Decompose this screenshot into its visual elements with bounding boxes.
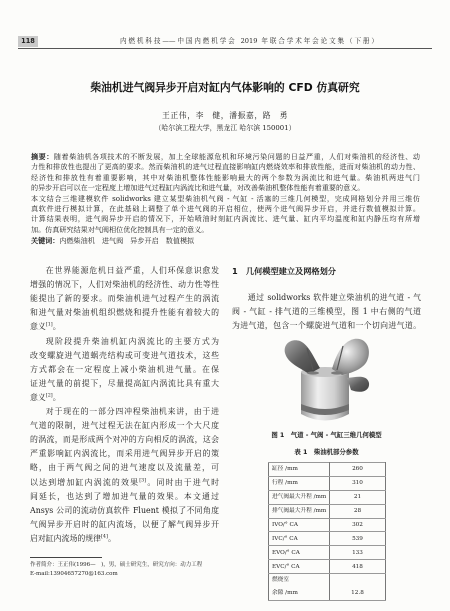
- author-footnote: 作者简介：王正伟(1996— )，男，硕士研究生，研究方向：动力工程: [30, 562, 203, 568]
- param-label: 行程 /mm: [269, 476, 330, 490]
- param-value: 418: [330, 560, 386, 574]
- parameter-table: [268, 462, 386, 601]
- paper-title: 柴油机进气阀异步开启对缸内气体影响的 CFD 仿真研究: [90, 81, 360, 94]
- abstract-line-text: 随着柴油机各项技术的不断发展，加上全球能源危机和环境污染问题的日益严重，人们对柴油机的经济性、动: [53, 152, 421, 161]
- table-row: [269, 463, 386, 477]
- exhaust-port: [285, 340, 320, 374]
- intro-line-tail: 。同时由于进气时: [146, 477, 219, 487]
- param-value: 21: [330, 490, 386, 504]
- figure-1-caption: 图 1 气道 - 气阀 - 气缸三维几何模型: [271, 431, 382, 439]
- citation-ref: [4]: [101, 533, 108, 540]
- intro-line: 能提出了新的要求。而柴油机进气过程产生的涡流: [30, 294, 219, 304]
- intro-line: 在世界能源危机日益严重，人们环保意识愈发: [45, 266, 219, 275]
- param-value: 12.8: [330, 574, 386, 601]
- intro-line: 和进气量对柴油机组织燃烧和提升性能有着较大的: [30, 308, 219, 318]
- param-value: 133: [330, 546, 386, 560]
- intro-line: 方式都会在一定程度上减小柴油机进气量。在保: [30, 364, 219, 374]
- intro-line-text: 意义: [30, 322, 46, 332]
- table-row: [269, 532, 386, 546]
- intro-line: 略，由于两气阀之间的进气速度以及流量差，可: [30, 463, 219, 473]
- intro-line: 增强的情况下，人们对柴油机的经济性、动力性等性: [30, 280, 219, 290]
- table-row: [269, 504, 386, 518]
- param-label: IVO/° CA: [269, 518, 330, 532]
- param-label: IVC/° CA: [269, 532, 330, 546]
- param-value: 310: [330, 476, 386, 490]
- param-label: [269, 574, 330, 601]
- param-value: 302: [330, 518, 386, 532]
- abstract-line: [31, 152, 420, 162]
- intro-line: 间延长，也达到了增加进气量的效果。本文通过: [30, 491, 219, 501]
- keywords: [31, 236, 420, 246]
- intro-line: 改变螺旋进气道蜗壳结构或可变进气道技术，这些: [30, 350, 219, 360]
- intro-line: 的涡流，而是形成两个对冲的方向相反的涡流，这会: [30, 435, 219, 445]
- valve-head: [331, 371, 343, 374]
- intro-line-tail: 。: [52, 392, 61, 402]
- abstract-line: 经济性和排放性有着重要影响，其中对柴油机整体性能影响最大的两个参数为涡流比和进气量。柴油机两进气门: [31, 172, 420, 182]
- param-value: 539: [330, 532, 386, 546]
- param-label: 排气阀最大升程 /mm: [269, 504, 330, 518]
- param-label: EVO/° CA: [269, 546, 330, 560]
- intro-line: [30, 320, 219, 334]
- running-header: 内燃机科技——中国内燃机学会 2019 年联合学术年会论文集（下册）: [120, 37, 378, 45]
- table-row: [269, 476, 386, 490]
- section-line: 为进气道，包含一个螺旋进气道和一个切向进气道。: [232, 321, 421, 330]
- author-email: E-mail:13904657270@163.com: [30, 571, 118, 577]
- abstract-line: 本文结合三维建模软件 solidworks 建立某型柴油机气阀 - 气缸 - 活塞的三维几何模型，完成网格划分并用三维仿: [31, 193, 420, 203]
- section-line: 阀 - 气缸 - 排气道的三维模型，图 1 中右侧的气道: [232, 307, 421, 316]
- intro-line: [30, 476, 219, 490]
- page-number: 118: [18, 36, 38, 47]
- intro-line-text: 以达到增加缸内涡流的效果: [30, 477, 140, 487]
- abstract-label: 摘要：: [31, 152, 54, 161]
- figure-1-3d-model: [277, 334, 373, 428]
- author-list: 王正伟，李 健，潘振嘉，路 勇: [162, 111, 288, 120]
- table-row: [269, 560, 386, 574]
- citation-ref: [3]: [139, 476, 147, 483]
- section-heading: 1 几何模型建立及网格划分: [232, 266, 336, 276]
- intro-line: 气道的限制，进气过程无法在缸内形成一个大尺度: [30, 421, 219, 431]
- param-value: 260: [330, 463, 386, 477]
- tangential-intake-port: [347, 377, 369, 392]
- intro-line: 气阀异步开启时的缸内流场，以便了解气阀异步开: [30, 519, 219, 529]
- valve-head: [307, 371, 319, 374]
- keywords-label: 关键词：: [31, 235, 60, 245]
- param-value: 28: [330, 504, 386, 518]
- table-row: [269, 518, 386, 532]
- intro-line: 对于现在的一部分四冲程柴油机来讲，由于进: [45, 407, 219, 416]
- intro-line: 现阶段提升柴油机缸内涡流比的主要方式为: [45, 336, 219, 346]
- keywords-text: 内燃柴油机 进气阀 异步开启 数值模拟: [59, 235, 195, 245]
- intro-line-tail: 。: [107, 533, 116, 543]
- param-label-line: 余隙 /mm: [272, 590, 298, 597]
- intro-line: 证进气量的前提下，尽量提高缸内涡流比具有重大: [30, 378, 219, 388]
- table-row: [269, 546, 386, 560]
- affiliation: （哈尔滨工程大学，黑龙江 哈尔滨 150001）: [154, 124, 296, 132]
- param-label: 缸径 /mm: [269, 463, 330, 477]
- abstract-line: 的异步开启可以在一定程度上增加进气过程缸内涡流比和进气量，对改善柴油机整体性能有着重要的意义。: [31, 183, 365, 193]
- intro-line: [30, 532, 219, 546]
- intro-line-text: 意义: [30, 392, 46, 402]
- section-line: 通过 solidworks 软件建立柴油机的进气道 - 气: [247, 293, 421, 302]
- table-row: [269, 490, 386, 504]
- intro-line: [30, 391, 219, 405]
- intro-line-tail: 。: [52, 322, 61, 332]
- intro-line-text: 启对缸内流场的规律: [30, 533, 102, 543]
- param-label: EVC/° CA: [269, 560, 330, 574]
- param-label: 进气阀最大升程 /mm: [269, 490, 330, 504]
- param-label-line: 燃烧室: [272, 577, 290, 584]
- intro-line: 严重影响缸内涡流比，而采用进气阀异步开启的策: [30, 449, 219, 459]
- abstract-line: 计算结果表明，进气阀异步开启的情况下，开始喷油时刻缸内涡流比、进气量、缸内平均温度和缸内静压均有所增: [31, 214, 420, 224]
- citation-ref: [2]: [45, 392, 53, 399]
- intro-line: Ansys 公司的流动仿真软件 Fluent 模拟了不同角度: [30, 505, 219, 515]
- table-1-title: 表 1 柴油机部分参数: [294, 448, 359, 456]
- abstract-line: 加。仿真研究结果对气阀相位优化控制具有一定的意义。: [31, 224, 209, 234]
- header-rule: [18, 48, 432, 49]
- table-row: [269, 574, 386, 601]
- citation-ref: [1]: [45, 321, 53, 328]
- footnote-rule: [30, 557, 102, 558]
- abstract-line: 力性和排放性也提出了更高的要求。然而柴油机的进气过程直接影响缸内燃烧效率和排放性能，进而对柴油机的动力性、: [31, 162, 420, 172]
- abstract-line: 真软件进行模拟计算，在此基础上调整了单个进气阀的开启相位，使两个进气阀异步开启，并进行数值模拟计算。: [31, 204, 420, 213]
